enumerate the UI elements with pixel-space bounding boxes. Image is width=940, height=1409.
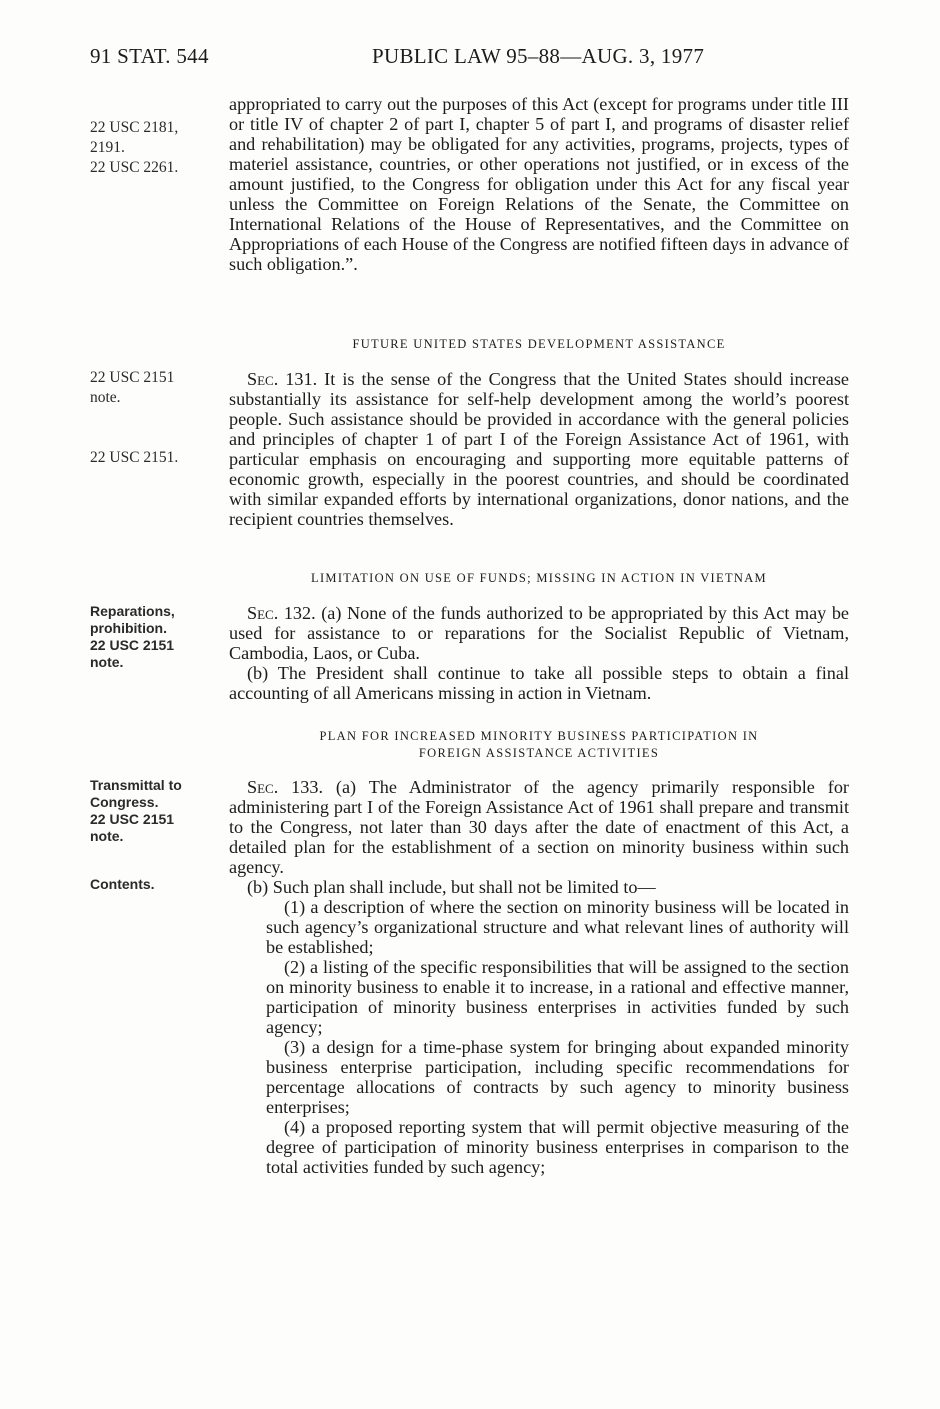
margin-note-line: note. (90, 654, 124, 670)
section-heading-131: FUTURE UNITED STATES DEVELOPMENT ASSISTANCE (352, 337, 726, 351)
margin-note-line: 22 USC 2151 (90, 369, 175, 386)
page-title: PUBLIC LAW 95–88—AUG. 3, 1977 (372, 44, 705, 68)
page-header (0, 44, 940, 74)
list-item: (3) a design for a time-phase system for bringing about expanded minority business enterprise participation, including specific recommendations for percentage allocations of contracts by such agency to minority business enterprises; (266, 1037, 849, 1117)
list-item: (1) a description of where the section on minority business will be located in such agency’s organizational structure and what relevant lines of authority will be established; (266, 897, 849, 957)
section-132 (229, 603, 849, 703)
section-133 (229, 777, 849, 1177)
paragraph-text: (b) The President shall continue to take all possible steps to obtain a final accounting of all Americans missing in action in Vietnam. (229, 663, 849, 703)
paragraph-text: appropriated to carry out the purposes of this Act (except for programs under title III or title IV of chapter 2 of part I, chapter 5 of part I, and programs of disaster relief and rehabilitation) may be obligated for any activities, programs, projects, types of materiel assistance, countries, or other operations not justified, or in excess of the amount justified, to the Congress for obligation under this Act for any fiscal year unless the Committee on Foreign Relations of the Senate, the Committee on International Relations of the House of Representatives, and the Committee on Appropriations of each House of the Congress are notified fifteen days in advance of such obligation.”. (229, 94, 849, 274)
margin-note-usc-2151-note (90, 368, 215, 408)
section-heading-133-line1: PLAN FOR INCREASED MINORITY BUSINESS PARTICIPATION IN (319, 729, 759, 743)
section-body: It is the sense of the Congress that the United States should increase substantially its assistance for self-help development among the world’s poorest people. Such assistance should be provided in accordance with the general policies and principles of chapter 1 of part I of the Foreign Assistance Act of 1961, with particular emphasis on encouraging and supporting more equitable patterns of economic growth, especially in the poorest countries, and should be coordinated with similar expanded efforts by international organizations, donor nations, and the recipient countries themselves. (229, 369, 849, 529)
section-131 (229, 369, 849, 529)
margin-note-line: Reparations, (90, 603, 175, 619)
margin-note-line: 2191. (90, 139, 125, 156)
margin-note-reparations (90, 603, 215, 671)
section-heading-132: LIMITATION ON USE OF FUNDS; MISSING IN ACTION IN VIETNAM (311, 571, 767, 585)
paragraph-text (229, 369, 849, 529)
section-body: (a) The Administrator of the agency primarily responsible for administering part I of the Foreign Assistance Act of 1961 shall prepare and transmit to the Congress, not later than 30 days after the date of enactment of this Act, a detailed plan for the establishment of a section on minority business within such agency. (229, 777, 849, 877)
margin-note-line: prohibition. (90, 620, 167, 636)
section-label: Sec. 133. (247, 777, 324, 797)
margin-note-line: Congress. (90, 794, 159, 810)
paragraph-text (229, 603, 849, 663)
margin-note-usc-2151 (90, 448, 215, 468)
margin-note-line: Transmittal to (90, 777, 182, 793)
list-item: (4) a proposed reporting system that will permit objective measuring of the degree of participation of minority business enterprises in comparison to the total activities funded by such agency; (266, 1117, 849, 1177)
margin-note-transmittal (90, 777, 215, 845)
section-label: Sec. 131. (247, 369, 318, 389)
margin-note-line: 22 USC 2151. (90, 449, 179, 466)
section-body: (a) None of the funds authorized to be appropriated by this Act may be used for assistance to or reparations for the Socialist Republic of Vietnam, Cambodia, Laos, or Cuba. (229, 603, 849, 663)
margin-note-line: 22 USC 2261. (90, 159, 179, 176)
section-heading-133-line2: FOREIGN ASSISTANCE ACTIVITIES (418, 746, 660, 760)
margin-note-contents (90, 876, 215, 893)
margin-note-line: 22 USC 2151 (90, 637, 175, 653)
margin-note-line: Contents. (90, 876, 155, 892)
continuation-paragraph (229, 94, 849, 274)
margin-note-usc-2181 (90, 118, 215, 178)
paragraph-text: (b) Such plan shall include, but shall not be limited to— (247, 877, 656, 897)
margin-note-line: 22 USC 2181, (90, 119, 179, 136)
list-item: (2) a listing of the specific responsibilities that will be assigned to the section on minority business to enable it to increase, in a rational and effective manner, participation of minority business enterprises in activities funded by such agency; (266, 957, 849, 1037)
statute-page-number: 91 STAT. 544 (90, 44, 209, 68)
margin-note-line: 22 USC 2151 (90, 811, 175, 827)
margin-note-line: note. (90, 828, 124, 844)
section-label: Sec. 132. (247, 603, 316, 623)
margin-note-line: note. (90, 389, 121, 406)
paragraph-text (229, 777, 849, 877)
